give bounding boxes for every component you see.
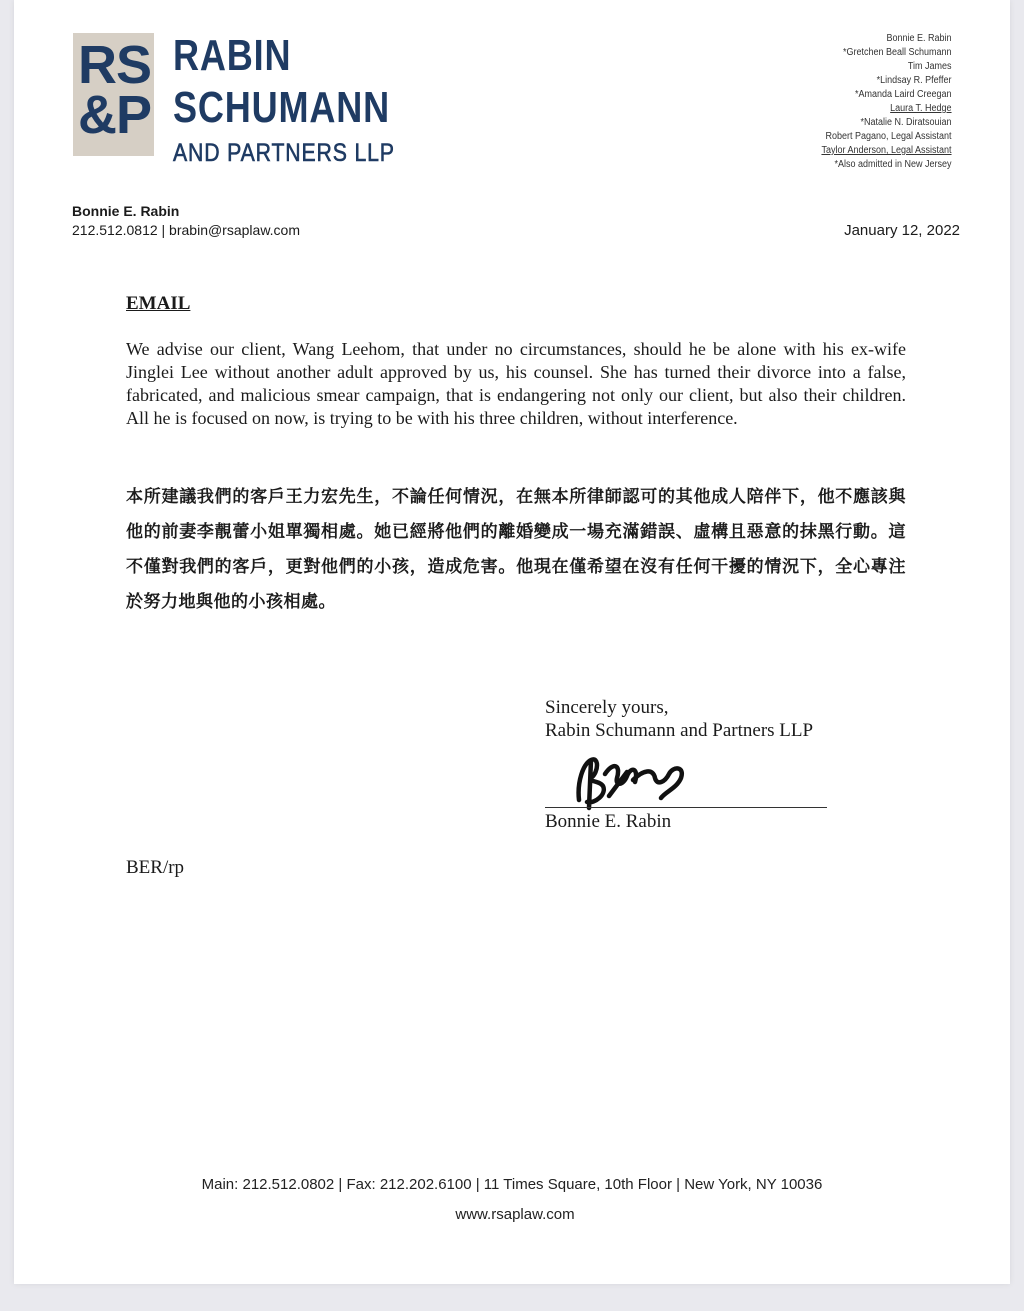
footer-website: www.rsaplaw.com (455, 1206, 575, 1223)
staff-item: Robert Pagano, Legal Assistant (825, 131, 952, 142)
logo-line-2: &P (78, 85, 152, 145)
letter-heading: EMAIL (126, 293, 191, 314)
firm-logo (78, 35, 152, 145)
reference-initials: BER/rp (126, 857, 185, 878)
staff-list (807, 32, 952, 172)
firm-name-line-3: AND PARTNERS LLP (173, 139, 395, 167)
handwritten-signature (569, 752, 709, 812)
closing-block (545, 696, 813, 742)
signer-name: Bonnie E. Rabin (545, 811, 672, 832)
firm-name (173, 30, 438, 168)
letter-date: January 12, 2022 (844, 222, 960, 239)
body-paragraph-english: We advise our client, Wang Leehom, that under no circumstances, should he be alone with his ex-wife Jinglei Lee without another adult approved by us, his counsel. She has turned their divorce into a false, fabricated, and malicious smear campaign, that is endangering not only our client, but also their children. All he is focused on now, is trying to be with his three children, without interference. (126, 339, 906, 428)
closing-firm: Rabin Schumann and Partners LLP (545, 720, 814, 741)
staff-item: Laura T. Hedge (890, 103, 952, 114)
body-paragraph-chinese: 本所建議我們的客戶王力宏先生，不論任何情況，在無本所律師認可的其他成人陪伴下，他不應該與他的前妻李靚蕾小姐單獨相處。她已經將他們的離婚變成一場充滿錯誤、虛構且惡意的抹黑行動。這不僅對我們的客戶，更對他們的小孩，造成危害。他現在僅希望在沒有任何干擾的情況下，全心專注於努力地與他的小孩相處。 (126, 487, 906, 612)
closing-salutation: Sincerely yours, (545, 697, 669, 718)
firm-name-line-2: SCHUMANN (173, 83, 391, 132)
footer-address: Main: 212.512.0802 | Fax: 212.202.6100 | 11 Times Square, 10th Floor | New York, NY 10036 (201, 1176, 823, 1193)
staff-item: Bonnie E. Rabin (886, 33, 952, 44)
logo-line-1: RS (78, 35, 152, 95)
sender-contact: 212.512.0812 | brabin@rsaplaw.com (72, 222, 300, 238)
letter-page (14, 0, 1010, 1284)
staff-item: *Amanda Laird Creegan (855, 89, 952, 100)
staff-item: Tim James (908, 61, 952, 72)
sender-name: Bonnie E. Rabin (72, 203, 180, 219)
staff-item: Taylor Anderson, Legal Assistant (821, 145, 952, 156)
signature-line (545, 807, 827, 808)
staff-item: *Gretchen Beall Schumann (843, 47, 952, 58)
firm-name-line-1: RABIN (173, 31, 292, 80)
staff-item: *Lindsay R. Pfeffer (877, 75, 952, 86)
staff-note: *Also admitted in New Jersey (834, 159, 952, 170)
staff-item: *Natalie N. Diratsouian (860, 117, 952, 128)
sender-block (72, 202, 300, 240)
